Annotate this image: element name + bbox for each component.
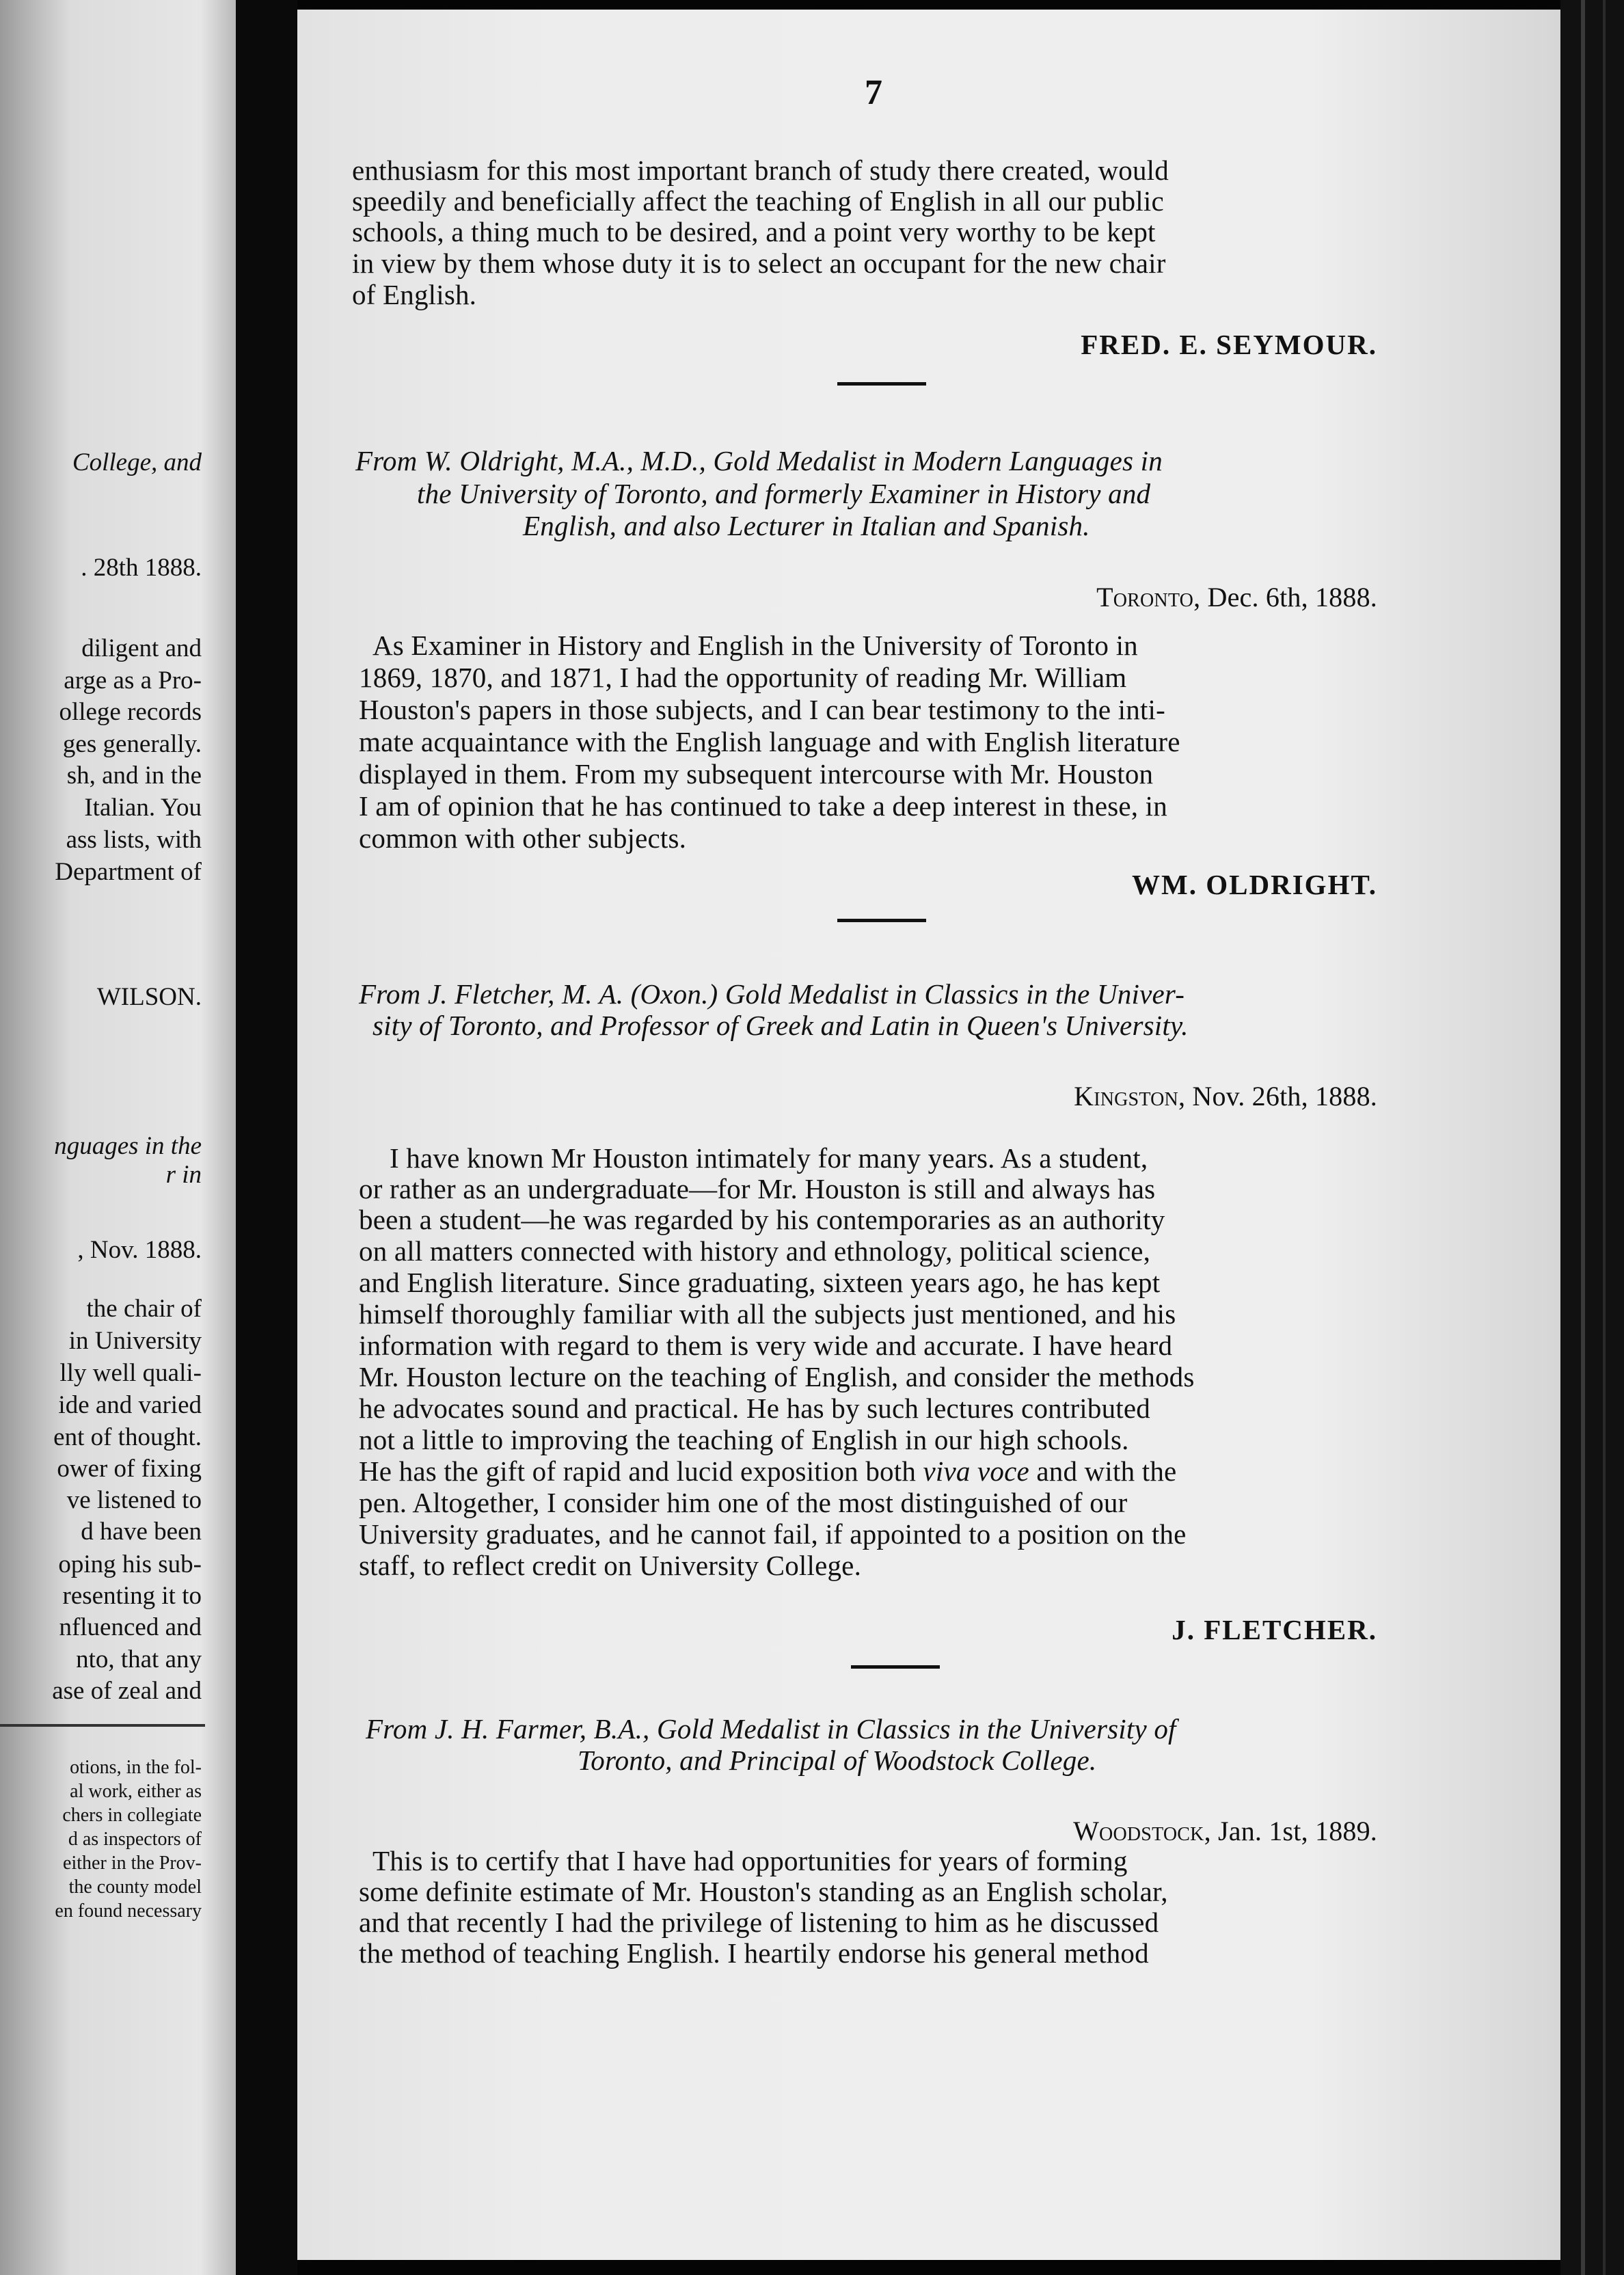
left-page-text-line: otions, in the fol- — [70, 1757, 202, 1778]
body-text-line: This is to certify that I have had opportunities for years of forming — [373, 1845, 1128, 1876]
left-page-text-line: resenting it to — [62, 1582, 202, 1610]
body-text-line: in view by them whose duty it is to select an occupant for the new chair — [352, 247, 1166, 279]
letter-heading-line: the University of Toronto, and formerly Examiner in History and — [417, 478, 1151, 509]
left-page-footnote-rule — [0, 1724, 205, 1727]
dateline: Woodstock, Jan. 1st, 1889. — [1073, 1816, 1377, 1846]
body-text-line: staff, to reflect credit on University College. — [359, 1550, 862, 1581]
signature: FRED. E. SEYMOUR. — [1081, 329, 1377, 360]
left-page-text-line: sh, and in the — [66, 762, 202, 790]
left-page-text-line: ase of zeal and — [52, 1677, 202, 1705]
body-text-line: or rather as an undergraduate—for Mr. Houston is still and always has — [359, 1173, 1156, 1204]
dateline: Kingston, Nov. 26th, 1888. — [1074, 1081, 1377, 1112]
left-page-text-line: Italian. You — [84, 794, 202, 822]
left-page-text-line: d have been — [81, 1518, 202, 1546]
left-page-text-line: WILSON. — [96, 983, 202, 1011]
left-page-text-line: d as inspectors of — [68, 1829, 202, 1850]
left-page-text-line: either in the Prov- — [63, 1853, 202, 1874]
letter-heading-line: Toronto, and Principal of Woodstock College. — [578, 1745, 1097, 1776]
body-text-line: displayed in them. From my subsequent intercourse with Mr. Houston — [359, 758, 1154, 790]
left-page-text-line: . 28th 1888. — [81, 554, 202, 582]
body-text-line: 1869, 1870, and 1871, I had the opportunity of reading Mr. William — [359, 662, 1127, 693]
body-text-line: Mr. Houston lecture on the teaching of English, and consider the methods — [359, 1361, 1195, 1392]
body-text-line: University graduates, and he cannot fail, if appointed to a position on the — [359, 1518, 1187, 1550]
left-page-text-line: ide and varied — [58, 1391, 202, 1419]
letter-heading-line: From J. Fletcher, M. A. (Oxon.) Gold Medalist in Classics in the Univer- — [359, 978, 1185, 1010]
body-text-line: I am of opinion that he has continued to take a deep interest in these, in — [359, 790, 1167, 822]
body-text-line: on all matters connected with history and ethnology, political science, — [359, 1235, 1151, 1267]
body-text-line: of English. — [352, 279, 477, 310]
body-text-line: speedily and beneficially affect the teaching of English in all our public — [352, 185, 1164, 217]
body-text-line: and that recently I had the privilege of listening to him as he discussed — [359, 1907, 1159, 1938]
section-divider-rule — [837, 382, 926, 386]
dateline: Toronto, Dec. 6th, 1888. — [1096, 582, 1377, 612]
left-page-text-line: nguages in the — [54, 1132, 202, 1160]
left-page-text-line: ent of thought. — [53, 1423, 202, 1451]
body-text-line: enthusiasm for this most important branch of study there created, would — [352, 154, 1169, 186]
page-edge-stripe — [1581, 0, 1585, 2275]
body-text-line: Houston's papers in those subjects, and I can bear testimony to the inti- — [359, 694, 1165, 725]
letter-heading-line: From W. Oldright, M.A., M.D., Gold Medalist in Modern Languages in — [355, 445, 1163, 476]
left-page-text-line: diligent and — [81, 634, 202, 662]
left-page-text-line: the county model — [68, 1876, 202, 1898]
body-text-line: He has the gift of rapid and lucid exposition both viva voce and with the — [359, 1455, 1177, 1487]
body-text-line: himself thoroughly familiar with all the subjects just mentioned, and his — [359, 1298, 1176, 1330]
letter-heading-line: From J. H. Farmer, B.A., Gold Medalist in Classics in the University of — [366, 1713, 1176, 1745]
letter-heading-line: sity of Toronto, and Professor of Greek and Latin in Queen's University. — [373, 1010, 1189, 1041]
body-text-line: the method of teaching English. I heartily endorse his general method — [359, 1937, 1149, 1969]
section-divider-rule — [851, 1665, 940, 1669]
left-page-text-line: arge as a Pro- — [64, 667, 202, 695]
left-page-text-line: in University — [68, 1327, 202, 1355]
left-page-text-line: the chair of — [86, 1295, 202, 1323]
body-text-line: some definite estimate of Mr. Houston's standing as an English scholar, — [359, 1876, 1168, 1907]
page-edge-stripe — [1603, 0, 1606, 2275]
page-edge — [1560, 0, 1624, 2275]
left-page-text-line: ges generally. — [62, 730, 202, 758]
signature: J. FLETCHER. — [1172, 1614, 1377, 1645]
body-text-line: been a student—he was regarded by his contemporaries as an authority — [359, 1204, 1165, 1235]
left-page-text-line: ass lists, with — [66, 826, 202, 854]
left-page-text-line: Department of — [55, 858, 202, 886]
body-text-line: schools, a thing much to be desired, and a point very worthy to be kept — [352, 216, 1156, 247]
body-text-line: information with regard to them is very wide and accurate. I have heard — [359, 1330, 1173, 1361]
left-page-fragment — [0, 0, 236, 2275]
left-page-text-line: chers in collegiate — [62, 1805, 202, 1826]
body-text-line: not a little to improving the teaching of English in our high schools. — [359, 1424, 1129, 1455]
left-page-text-line: lly well quali- — [59, 1359, 202, 1387]
body-text-line: pen. Altogether, I consider him one of the most distinguished of our — [359, 1487, 1128, 1518]
left-page-text-line: College, and — [72, 448, 202, 476]
page-number: 7 — [865, 73, 882, 112]
body-text-line: I have known Mr Houston intimately for many years. As a student, — [390, 1142, 1148, 1174]
body-text-line: and English literature. Since graduating, sixteen years ago, he has kept — [359, 1267, 1161, 1298]
left-page-text-line: ollege records — [59, 698, 202, 726]
left-page-text-line: oping his sub- — [58, 1550, 202, 1578]
section-divider-rule — [837, 919, 926, 922]
body-text-line: common with other subjects. — [359, 822, 687, 854]
left-page-text-line: r in — [165, 1161, 202, 1189]
page — [297, 10, 1560, 2260]
body-text-line: he advocates sound and practical. He has by such lectures contributed — [359, 1392, 1150, 1424]
book-gutter — [236, 0, 297, 2275]
left-page-text-line: ower of fixing — [57, 1455, 202, 1483]
left-page-text-line: nfluenced and — [59, 1613, 202, 1641]
left-page-text-line: ve listened to — [66, 1486, 202, 1514]
letter-heading-line: English, and also Lecturer in Italian and Spanish. — [523, 510, 1090, 541]
body-text-line: As Examiner in History and English in the University of Toronto in — [373, 630, 1138, 661]
left-page-text-line: , Nov. 1888. — [77, 1236, 202, 1264]
left-page-text-line: en found necessary — [55, 1900, 202, 1922]
body-text-line: mate acquaintance with the English language and with English literature — [359, 726, 1180, 757]
signature: WM. OLDRIGHT. — [1132, 869, 1377, 900]
left-page-text-line: al work, either as — [70, 1781, 202, 1802]
left-page-text-line: nto, that any — [76, 1645, 202, 1673]
